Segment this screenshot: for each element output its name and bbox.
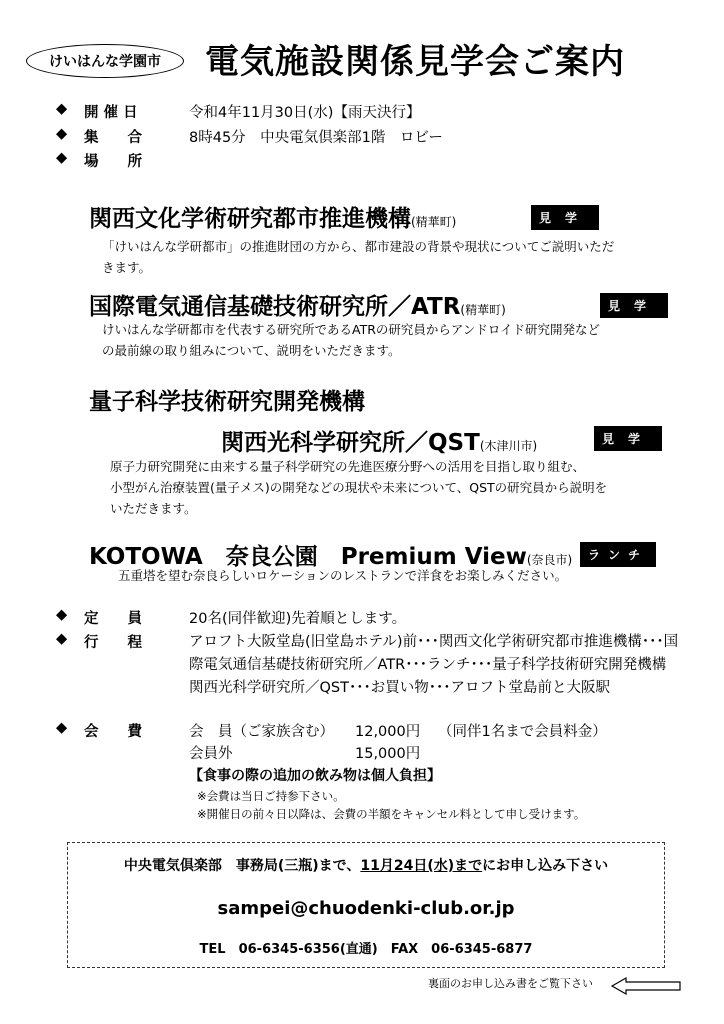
contact-phone: TEL 06-6345-6356(直通) FAX 06-6345-6877 [199,942,533,957]
diamond-icon: ◆ [56,101,68,117]
fee-note-1: ※会費は当日ご持参下さい。 [197,789,345,803]
info-meeting [56,126,443,147]
info-label: 場 所 [84,154,142,170]
contact-prefix: 中央電気倶楽部 事務局(三瓶)まで、 [123,858,361,874]
contact-deadline: 11月24日(水)まで [360,858,483,874]
fee-nonmember-amount: 15,000円 [355,746,421,762]
info-place [56,150,189,171]
contact-line [68,855,664,875]
info-value: 令和4年11月30日(水)【雨天決行】 [189,105,421,121]
fee-member-note: （同伴1名まで会員料金） [438,724,607,740]
desc-line: けいはんな学研都市を代表する研究所であるATRの研究員からアンドロイド研究開発など [102,322,601,337]
venue-3-desc [110,456,607,519]
venue-title: 国際電気通信基礎技術研究所／ATR [89,294,461,320]
contact-email[interactable]: sampei@chuodenki-club.or.jp [217,898,515,919]
venue-location: (精華町) [460,303,506,317]
venue-2-desc [102,319,600,361]
venue-1-desc [102,236,614,278]
diamond-icon: ◆ [56,720,68,736]
info-date [56,101,420,122]
area-badge [26,44,184,78]
fee-label: 会 費 [84,724,142,740]
info-label: 集 合 [84,130,142,146]
desc-line: 「けいはんな学研都市」の推進財団の方から、都市建設の背景や現状についてご説明いただ [102,239,615,254]
fee-nonmember-label: 会員外 [189,746,233,762]
route-label: 行 程 [84,635,142,651]
info-value: 8時45分 中央電気倶楽部1階 ロビー [189,130,443,146]
venue-location: (精華町) [411,215,457,229]
venue-1-name [89,200,456,233]
venue-4-desc [118,565,567,586]
venue-4-tag: ランチ [580,542,656,567]
fee-member-label: 会 員（ご家族含む） [189,724,334,740]
route-value: アロフト大阪堂島(旧堂島ホテル)前･･･関西文化学術研究都市推進機構･･･国際電気通信基礎技術研究所／ATR･･･ランチ･･･量子科学技術研究開発機構 関西光科学研究所／QST･･･お買い物･･･アロフト堂島前と大阪駅 [189,634,681,696]
diamond-icon: ◆ [56,126,68,142]
venue-title: 関西光科学研究所／QST [221,430,480,456]
venue-1-tag: 見学 [531,205,599,230]
desc-line: きます。 [102,260,152,275]
venue-3-name [221,424,537,457]
desc-line: 五重塔を望む奈良らしいロケーションのレストランで洋食をお楽しみください。 [118,568,568,583]
capacity-label: 定 員 [84,611,142,627]
venue-location: (奈良市) [526,553,573,567]
capacity-value: 20名(同伴歓迎)先着順とします。 [189,611,407,627]
drink-notice: 【食事の際の追加の飲み物は個人負担】 [189,768,441,784]
desc-line: いただきます。 [110,501,197,516]
route-row [56,631,189,652]
diamond-icon: ◆ [56,631,68,647]
capacity-row [56,607,406,628]
diamond-icon: ◆ [56,150,68,166]
area-badge-text: けいはんな学園市 [49,54,161,70]
page-title: 電気施設関係見学会ご案内 [205,42,625,82]
venue-2-name [89,288,506,321]
fee-row [56,720,189,741]
contact-box [67,842,665,968]
desc-line: 原子力研究開発に由来する量子科学研究の先進医療分野への活用を目指し取り組む、 [110,459,586,474]
venue-3-tag: 見学 [594,426,662,451]
fee-note-2: ※開催日の前々日以降は、会費の半額をキャンセル料として申し受けます。 [197,807,586,821]
venue-2-tag: 見学 [600,293,668,318]
back-page-note: 裏面のお申し込み書をご覧下さい [428,977,593,990]
info-label: 開 催 日 [84,105,138,121]
contact-suffix: にお申し込み下さい [482,858,609,874]
venue-3-org: 量子科学技術研究開発機構 [89,389,365,415]
fee-member-amount: 12,000円 [355,724,421,740]
venue-title: KOTOWA 奈良公園 Premium View [89,544,527,570]
desc-line: 小型がん治療装置(量子メス)の開発などの現状や未来について、QSTの研究員から説明を [110,480,608,495]
venue-title: 関西文化学術研究都市推進機構 [89,206,411,232]
arrow-left-icon [608,970,688,996]
diamond-icon: ◆ [56,607,68,623]
desc-line: の最前線の取り組みについて、説明をいただきます。 [102,343,401,358]
venue-location: (木津川市) [479,439,538,453]
